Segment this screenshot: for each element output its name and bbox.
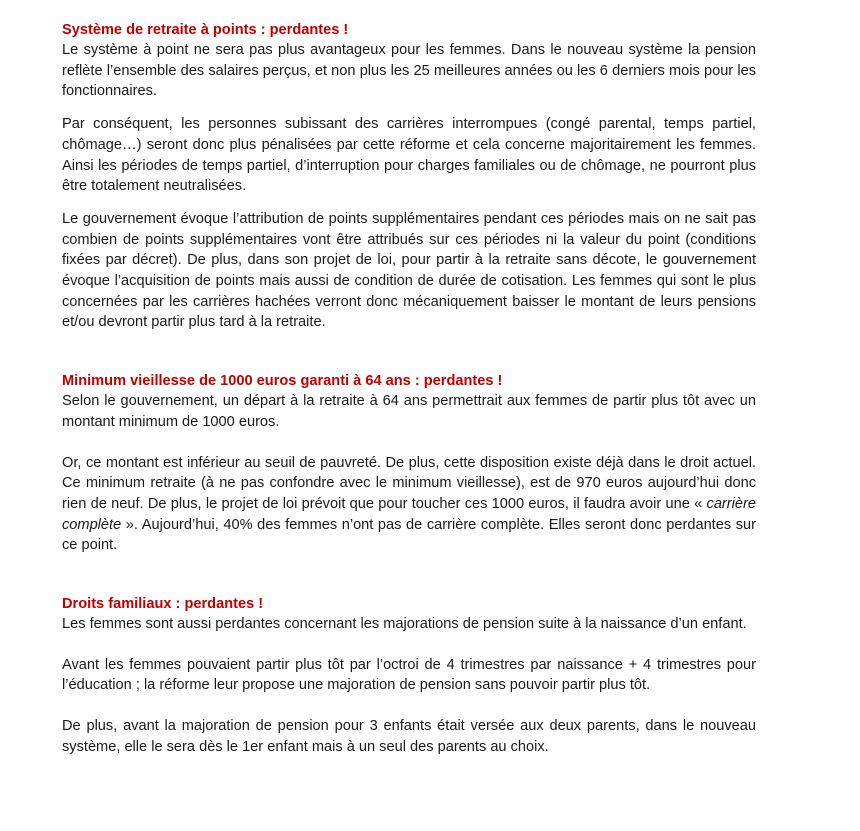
paragraph-text: ». Aujourd’hui, 40% des femmes n’ont pas de carrière complète. Elles seront donc perdantes sur ce point.	[62, 516, 756, 554]
section-title-points: Système de retraite à points : perdantes !	[62, 22, 349, 38]
paragraph	[62, 453, 756, 557]
section-title-minimum: Minimum vieillesse de 1000 euros garanti à 64 ans : perdantes !	[62, 373, 503, 390]
paragraph: Avant les femmes pouvaient partir plus tôt par l’octroi de 4 trimestres par naissance + 4 trimestres pour l’éducation ; la réforme leur propose une majoration de pension sans pouvoir partir plus tôt.	[62, 656, 756, 694]
paragraph: Le système à point ne sera pas plus avantageux pour les femmes. Dans le nouveau système la pension reflète l’ensemble des salaires perçus, et non plus les 25 meilleures années ou les 6 derniers mois pour les fonctionnaires.	[62, 42, 756, 100]
document-page	[62, 20, 756, 758]
paragraph: Le gouvernement évoque l’attribution de points supplémentaires pendant ces périodes mais on ne sait pas combien de points supplémentaires vont être attribués sur ces périodes ni la valeur du point (conditions fixées par décret). De plus, dans son projet de loi, pour partir à la retraite sans décote, le gouvernement évoque l’acquisition de points mais aussi de condition de durée de cotisation. Les femmes qui sont le plus concernées par les carrières hachées verront donc mécaniquement baisser le montant de leurs pensions et/ou devront partir plus tard à la retraite.	[62, 210, 756, 331]
paragraph: De plus, avant la majoration de pension pour 3 enfants était versée aux deux parents, dans le nouveau système, elle le sera dès le 1er enfant mais à un seul des parents au choix.	[62, 718, 756, 755]
paragraph-text: Or, ce montant est inférieur au seuil de pauvreté. De plus, cette disposition existe déjà dans le droit actuel. Ce minimum retraite (à ne pas confondre avec le minimum vieillesse), est de 970 euros aujourd’hui donc rien de neuf. De plus, le projet de loi prévoit que pour toucher ces 1000 euros, il faudra avoir une «	[62, 454, 756, 512]
paragraph: Les femmes sont aussi perdantes concernant les majorations de pension suite à la naissance d’un enfant.	[62, 616, 747, 633]
paragraph: Par conséquent, les personnes subissant des carrières interrompues (congé parental, temps partiel, chômage…) seront donc plus pénalisées par cette réforme et cela concerne majoritairement les femmes. Ainsi les périodes de temps partiel, d’interruption pour charges familiales ou de chômage, ne pourront plus être totalement neutralisées.	[62, 116, 756, 195]
italic-term: carrière complète	[62, 495, 756, 533]
section-title-familiaux: Droits familiaux : perdantes !	[62, 596, 264, 613]
paragraph: Selon le gouvernement, un départ à la retraite à 64 ans permettrait aux femmes de partir plus tôt avec un montant minimum de 1000 euros.	[62, 393, 756, 430]
